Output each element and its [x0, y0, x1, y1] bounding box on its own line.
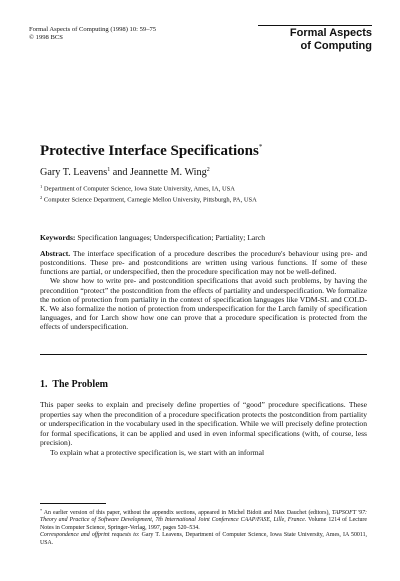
affiliation-2-text: Computer Science Department, Carnegie Mellon University, Pittsburgh, PA, USA [43, 196, 257, 203]
affiliation-2-mark: 2 [40, 194, 43, 200]
footnote-1 [40, 507, 367, 532]
affiliation-1 [40, 183, 257, 194]
author-1-mark: 1 [107, 167, 111, 173]
correspondence-text: : Gary T. Leavens, Department of Computer Science, Iowa State University, Ames, IA 50011, USA. [40, 532, 367, 546]
abstract-paragraph-1 [40, 249, 367, 276]
paper-title-text: Protective Interface Specifications [40, 143, 259, 159]
affiliation-2 [40, 194, 257, 205]
journal-citation [29, 26, 156, 43]
footnote-rule [40, 503, 106, 504]
affiliations [40, 183, 257, 204]
abstract-paragraph-2: We show how to write pre- and postcondition specifications that avoid such problems, by having the precondition “protect” the postcondition from the effects of partiality and underspecification. We formalize the notion of protection from partiality in the context of specification languages like VDM-SL and COLD-K. We also formalize the notion of protection from underspecification for the Larch family of specification languages, and for Larch show how one can prove that a procedure specification is protected from the effects of underspecification. [40, 276, 367, 332]
journal-logo-line2: of Computing [300, 39, 372, 52]
correspondence-note [40, 532, 367, 547]
author-conjunction: and [110, 167, 131, 178]
header-rule [258, 25, 372, 26]
affiliation-1-text: Department of Computer Science, Iowa State University, Ames, IA, USA [43, 185, 235, 193]
body-paragraph-2: To explain what a protective specification is, we start with an informal [50, 447, 265, 457]
affiliation-1-mark: 1 [40, 184, 43, 189]
author-2-mark: 2 [206, 167, 210, 173]
footnote-1-italic: TAPSOFT '97: Theory and Practice of Software Development, 7th International Joint Conference CAAP/FASE, Lille, France [40, 510, 367, 524]
body-paragraph-1: This paper seeks to explain and precisely define properties of “good” procedure specifications. These properties say when the precondition of a procedure specification protects the postcondition from partiality or underspecification in the vocabulary used in the specification. While we will precisely define protection for formal specifications, it can be applied and used in even informal specifications (with, of course, less precision). [40, 400, 367, 448]
author-1: Gary T. Leavens [40, 167, 108, 178]
journal-line: Formal Aspects of Computing (1998) 10: 59–75 [29, 26, 157, 33]
section-body [40, 400, 367, 458]
abstract-paragraph-1-text: The interface specification of a procedure describes the procedure's behaviour using pre- and postconditions. These pre- and postconditions are written using various functions. If some of these functions are partial, or underspecified, then the procedure specification may not be well-defined. [40, 249, 367, 277]
paper-title [40, 143, 262, 160]
title-footnote-mark: * [258, 143, 263, 151]
author-list [40, 167, 210, 178]
footnote-1-text-b: . Volume 1214 of Lecture Notes in Computer Science, Springer-Verlag, 1997, pages 520–534. [40, 517, 367, 531]
keywords [40, 233, 265, 242]
abstract-divider [40, 354, 367, 355]
keywords-text: Specification languages; Underspecification; Partiality; Larch [75, 233, 266, 242]
footnote-1-mark: * [40, 508, 43, 513]
copyright-line: © 1998 BCS [29, 34, 63, 42]
keywords-label: Keywords: [40, 233, 76, 242]
footnotes [40, 507, 367, 547]
journal-logo-line1: Formal Aspects [289, 27, 372, 39]
footnote-1-text-a: An earlier version of this paper, without the appendix sections, appeared in Michel Bidoit and Max Dauchet (editors), [42, 510, 332, 516]
abstract [40, 249, 367, 331]
abstract-label: Abstract. [40, 249, 71, 258]
journal-logo [290, 27, 372, 52]
section-heading: 1. The Problem [40, 379, 108, 390]
correspondence-label: Correspondence and offprint requests to [40, 532, 138, 539]
author-2: Jeannette M. Wing [130, 167, 207, 178]
